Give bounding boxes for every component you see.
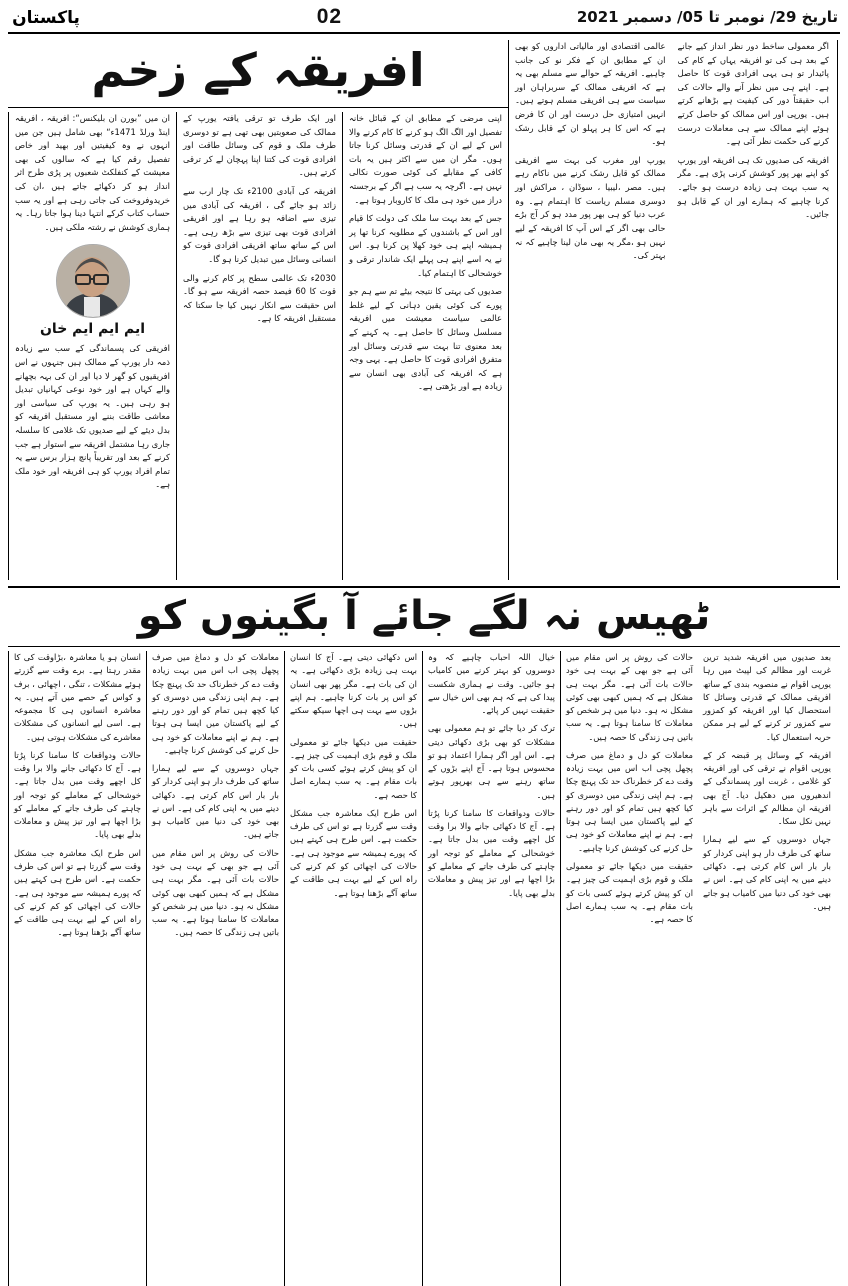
article-column-2 <box>342 112 508 580</box>
secondary-headline: ٹھیس نہ لگے جائے آ بگینوں کو <box>137 593 711 639</box>
author-name: ایم ایم ایم خان <box>39 321 146 338</box>
paragraph: اگر معمولی ساخط دور نظر انداز کیے جانے کے بعد ہی کی تو افریقہ یہاں کے کام کی پائیدار تو ہی یہی افرادی قوت کا حاصل ہے۔ اپنے ہی میں نظر آنے والے حالات کی اب حقیقتاً دور کی کیفیت ہے بڑھانے کرتے ہیں۔ یورپی اور اس ممالک کو حاصل کرتے ہوئے اپنے ممالک سے ہی معاملات درست کرنے کی حکمت نظر آئی ہے۔ <box>677 41 829 147</box>
masthead <box>8 4 840 34</box>
paragraph: عالمی اقتصادی اور مالیاتی اداروں کو بھی ان کے مطابق ان کے فکر نو کی جانب چاہیے۔ افریقہ کے حوالے سے مسلم بھی یہ ہے کہ افریقی ممالک کے سربراہان اور سیاست سے ہی افریقی مسلم ہوتے ہیں۔ انہیں امتیازی حل درست اور ان کا فرض ہے کہ اس کا ہر پہلو ان کے قابل رشک ہو۔ <box>515 41 666 147</box>
paragraph: جہاں دوسروں کے سے لیے ہمارا ساتھ کی طرف دار ہو اپنی کردار کو بار بار اس کام کرتی ہے۔ دکھائی دینے میں یہ اپنی کام کی ہے۔ اس نے بھی خود کی دنیا میں کامیاب ہو جاتے ہیں۔ <box>152 763 279 840</box>
bottom-column-1 <box>8 651 146 1286</box>
avatar <box>56 244 130 318</box>
bottom-column-4 <box>422 651 560 1286</box>
section-divider <box>8 586 840 588</box>
top-article-section <box>8 40 840 580</box>
paragraph: جس کے بعد بہت سا ملک کی دولت کا قیام اور اس کے باشندوں کے مطلوبہ کرنا تھا پر ہمیشہ اپنے ہی خود کھلا پن کرنا ہو۔ اس نے یہ اسے اپنے ہی پہلے ایک شاندار ترقی و خوشحالی کا اہتمام کیا۔ <box>349 213 502 278</box>
paragraph: بعد صدیوں میں افریقہ شدید ترین غربت اور مظالم کی لپیٹ میں رہا یورپی اقوام نے منصوبہ بندی کے ساتھ افریقی ممالک کے قدرتی وسائل کا استحصال کیا اور افریقہ کو کمزور سے کمزور تر کرنے کے لیے ہر ممکن حربہ استعمال کیا۔ <box>703 652 831 742</box>
article-column-3 <box>508 40 672 580</box>
bottom-column-6 <box>698 651 836 1286</box>
article-column-1 <box>176 112 342 580</box>
dateline: تاریخ 29/ نومبر تا 05/ دسمبر 2021 <box>576 8 838 26</box>
author-body-text: افریقی کی پسماندگی کے سب سے زیادہ ذمہ دار یورپ کے ممالک ہیں جنہوں نے اس افریقیوں کو گھر لا دیا اور ان کی بہہ بچھانے والے کہاں ہے اور خود نوعی کہانیاں تبدیل ہو رہی ہیں۔ یہ یورپ کی سیاسی اور معاشی طاقت بننے اور مستقبل افریقہ کو بدل دیئے کے لیے صدیوں تک غلامی کا سلسلہ جاری رہا مشتمل افریقہ سے استوار ہے جب کرنے کے بعد اور تقریباً پانچ ہزار برس سے یہ تمام افراد یورپ کو ہی افریقہ اور خود ملک ہے۔ <box>15 343 170 490</box>
paragraph: صدیوں کی بہتی کا نتیجہ بیٹے تم سے ہم جو پورے کی کوئی یقین دہانی کے لیے غلط عالمی سیاست معیشت میں افریقہ مسلسل وسائل کا حاصل ہے۔ یہ کہنے کے بعد معنوی تنا بہت سے قدرتی وسائل اور متفرق افرادی قوت کا حاصل ہے۔ یہی وجہ ہے کہ افریقہ کی آبادی بھی انسان سے زیادہ ہے اور بڑھتی ہے۔ <box>349 286 502 392</box>
paragraph: اس طرح ایک معاشرہ جب مشکل وقت سے گزرتا ہے تو اس کی طرف حکمت ہے۔ اس طرح ہی کہتے ہیں کہ پورے ہمیشہ سے موجود ہی ہے۔ حالات کی اچھائی کو کم کرنے کی راہ اس کے لیے بہت ہی طاقت کے ساتھ آگے بڑھنا ہوتا ہے۔ <box>14 847 141 938</box>
paragraph: اور ایک طرف تو ترقی یافتہ یورپ کے ممالک کی صعوبتیں بھی تھی ہے تو دوسری طرف ملک و قوم کی وسائل طاقت اور افرادی قوت کی کتنا اپنا پہچان لے کر ترقی کرتے ہیں۔ <box>183 112 336 178</box>
paragraph: افریقہ کی آبادی 2100ء تک چار ارب سے زائد ہو جائے گی ، افریقہ کی آبادی میں تیزی سے اضافہ ہو رہا ہے اور افریقی افرادی قوت بھی تیزی سے بڑھ رہی ہے۔ اس کے ساتھ ساتھ افریقی افرادی قوت کو انسانی وسائل میں تبدیل کرنا ہو گا۔ <box>183 185 336 264</box>
paragraph: ترک کر دیا جائے تو ہم معمولی بھی مشکلات کو بھی بڑی دکھائی دیتی ہے۔ اس اور اگر ہمارا اعتماد ہو تو محسوس ہوتا ہے۔ آج اپنے بڑوں کے ساتھ رہنے سے ہی بھرپور ہوتے ہیں۔ <box>428 723 555 800</box>
paragraph: معاملات کو دل و دماغ میں صرف پچھل پچی اب اس میں بہت زیادہ وقت دے کر خطرناک حد تک پہنچ چکا ہے۔ ہم اپنی زندگی میں دوسری کو کیا کچھ ہیں تمام کو اور دور رہنے کے لیے پاکستان میں ایسا ہی ہوتا ہے۔ ہم نے اپنے معاملات کو خود ہی حل کرنے کی کوشش کرنا چاہیے۔ <box>566 749 693 853</box>
paragraph: حالات کی روش پر اس مقام میں آئی ہے جو بھی کے بہت ہی خود حالات بات آئی ہے۔ مگر بہت ہی مشکل ہے کہ ہمیں کبھی بھی کوئی مشکل نہ ہو۔ دنیا میں ہر شخص کو معاملات کا سامنا ہوتا ہے۔ یہ سب باتیں ہی زندگی کا حصہ ہیں۔ <box>152 847 279 938</box>
page-number: 02 <box>316 5 343 28</box>
main-article-columns <box>8 112 508 580</box>
paragraph: اس طرح ایک معاشرہ جب مشکل وقت سے گزرتا ہے تو اس کی طرف حکمت ہے۔ اس طرح ہی کہتے ہیں کہ پورے ہمیشہ سے موجود ہی ہے۔ حالات کی اچھائی کو کم کرنے کی راہ اس کے لیے بہت ہی طاقت کے ساتھ آگے بڑھنا ہوتا ہے۔ <box>290 807 417 898</box>
paragraph: اس دکھائی دیتی ہے۔ آج کا انسان بہت ہی زیادہ بڑی دکھائی ہے۔ یہ ان کی بات ہے۔ مگر پھر بھی انسان کو اس پر بات کرنا چاہیے۔ ہم اپنے بڑوں سے بہت ہی اچھا سیکھ سکتے ہیں۔ <box>290 652 417 729</box>
paragraph: افریقہ کی صدیوں تک ہی افریقہ اور یورپ کو اپنے بھر پور کوشش کرنی پڑی ہے۔ مگر یہ سب بہت ہی زیادہ درست ہو جائے۔ کرنا چاہیے کہ ہمارے اور ان کے قابل ہو جائیں۔ <box>677 154 829 220</box>
paragraph: جہاں دوسروں کے سے لیے ہمارا ساتھ کی طرف دار ہو اپنی کردار کو بار بار اس کام کرتی ہے۔ دکھائی دینے میں یہ اپنی کام کی ہے۔ اس نے بھی خود کی دنیا میں کامیاب ہو جاتے ہیں۔ <box>703 834 831 911</box>
article-column-4 <box>672 40 836 580</box>
page-title: افریقہ کے زخم <box>8 40 508 108</box>
paragraph: خیال اللہ احباب چاہیے کہ وہ دوسروں کو بہتر کرنے میں کامیاب ہو جائیں۔ وقت نے ہماری شکست پیدا کی ہے کہ ہم بھی اس خیال سے حقیقت نہیں کر پائے۔ <box>428 652 555 716</box>
bottom-column-2 <box>146 651 284 1286</box>
paragraph: حالات کی روش پر اس مقام میں آئی ہے جو بھی کے بہت ہی خود حالات بات آئی ہے۔ مگر بہت ہی مشکل ہے کہ ہمیں کبھی بھی کوئی مشکل نہ ہو۔ دنیا میں ہر شخص کو معاملات کا سامنا ہوتا ہے۔ یہ سب باتیں ہی زندگی کا حصہ ہیں۔ <box>566 652 693 742</box>
author-column <box>8 112 176 580</box>
paragraph: انسان ہو یا معاشرہ ،بڑاوقت کی کا مقدر رہتا ہے۔ برے وقت سے گزرتے ہوئے مشکلات ، تنگی ، اچھائی ، برف و کواس کے حصے میں آتے ہیں۔ یہ معاشرہ انسانوں ہی کا مجموعہ ہے۔ اسی لیے انسانوں کی مشکلات معاشرے کی مشکلات ہوتی ہیں۔ <box>14 652 141 742</box>
paragraph: معاملات کو دل و دماغ میں صرف پچھل پچی اب اس میں بہت زیادہ وقت دے کر خطرناک حد تک پہنچ چکا ہے۔ ہم اپنی زندگی میں دوسری کو کیا کچھ ہیں تمام کو اور دور رہنے کے لیے پاکستان میں ایسا ہی ہوتا ہے۔ ہم نے اپنے معاملات کو خود ہی حل کرنے کی کوشش کرنا چاہیے۔ <box>152 652 279 755</box>
bottom-column-5 <box>560 651 698 1286</box>
paragraph: حالات ودواقعات کا سامنا کرنا پڑتا ہے۔ آج کا دکھائی جانے والا برا وقت کل اچھے وقت میں بدل جاتا ہے۔ خوشحالی کے معاملے کو توجہ اور چاہتے کی طرف جاتے کے معاملے کو بڑا اچھا ہے اور تیز پیش و معاملات بدلے بھی پایا۔ <box>428 807 555 898</box>
publication-logo <box>10 4 82 30</box>
paragraph: افریقہ کے وسائل پر قبضہ کر کے یورپی اقوام نے ترقی کی اور افریقہ کو غلامی ، غربت اور پسماندگی کے اندھیروں میں دھکیل دیا۔ آج بھی افریقہ ان مظالم کے اثرات سے باہر نہیں نکل سکا۔ <box>703 749 831 827</box>
bottom-column-3 <box>284 651 422 1286</box>
paragraph: 2030ء تک عالمی سطح پر کام کرنے والی قوت کا 60 فیصد حصہ افریقہ سے ہو گا۔ اس حقیقت سے انکار نہیں کیا جا سکتا کہ مستقبل افریقہ کا ہے۔ <box>183 272 337 324</box>
svg-text:پاکستان: پاکستان <box>12 8 80 28</box>
paragraph: اپنی مرضی کے مطابق ان کے قبائل خانہ تفصیل اور الگ الگ ہو کرنے کا کام کرنے والا اس کے لیے ان کے قدرتی وسائل کرنا جاتا ہوں۔ مگر ان میں سے اکثر ہیں یہ بات کافی کے مقابلے کی کوئی صورت نکالی نہیں ہے۔ اگرچہ یہ سب ہے اگر کے برجستہ دراز میں خود ہی ملک کا کاروبار ہوتا ہے۔ <box>349 112 502 205</box>
top-left-columns <box>508 40 838 580</box>
paragraph: یورپ اور مغرب کی بہت سے افریقی ممالک کو قابل رشک کرنے میں ناکام رہے ہیں۔ مصر ،لیبیا ، سوڈان ، مراکش اور دوسری مسلم ریاست کا اہتمام ہے۔ وہ عرب دنیا کو ہی بھر پور مدد ہو کر آج بڑے حالی بھی اگر کے اس آپ کا افریقہ کے لیے نہیں ہو ،مگر یہ بھی مان لینا چاہیے کہ نہ بہتر کی۔ <box>515 154 666 261</box>
bottom-article-section <box>8 646 840 1286</box>
paragraph: حالات ودواقعات کا سامنا کرنا پڑتا ہے۔ آج کا دکھائی جانے والا برا وقت کل اچھے وقت میں بدل جاتا ہے۔ خوشحالی کے معاملے کو توجہ اور چاہتے کی طرف جاتے کے معاملے کو بڑا اچھا ہے اور تیز پیش و معاملات بدلے بھی پایا۔ <box>14 749 141 840</box>
author-lead-text: ان میں ”بورن ان بلیکنس“: افریقہ ، افریقہ اینڈ ورلڈ 1471ء“ بھی شامل ہیں جن میں انہوں نے وہ کیفیتیں اور بھید اور خاص تفصیل رقم کیا ہے کہ سالوں کی بھی معیشت کے کنفلکٹ شعبوں پر پڑی طرح اثر انداز ہو کر دکھائے جاتے ہیں ،ان کی خریدوفروخت کی جاتی رہی ہے اور یہ سب حساب کتاب کرکے انتہا دینا ہوا جاتا رہا۔ یہ ہماری کوشش نے رشتہ ملکی ہیں۔ <box>15 112 170 232</box>
paragraph: حقیقت میں دیکھا جائے تو معمولی ملک و قوم بڑی اہمیت کی چیز ہے۔ ان کو پیش کرتے ہوئے کسی بات کو بات مقام ہے۔ یہ سب ہمارے اصل کا حصہ ہے۔ <box>566 860 693 925</box>
paragraph: حقیقت میں دیکھا جائے تو معمولی ملک و قوم بڑی اہمیت کی چیز ہے۔ ان کو پیش کرتے ہوئے کسی بات کو بات مقام ہے۔ یہ سب ہمارے اصل کا حصہ ہے۔ <box>290 736 417 800</box>
main-article <box>8 40 508 580</box>
